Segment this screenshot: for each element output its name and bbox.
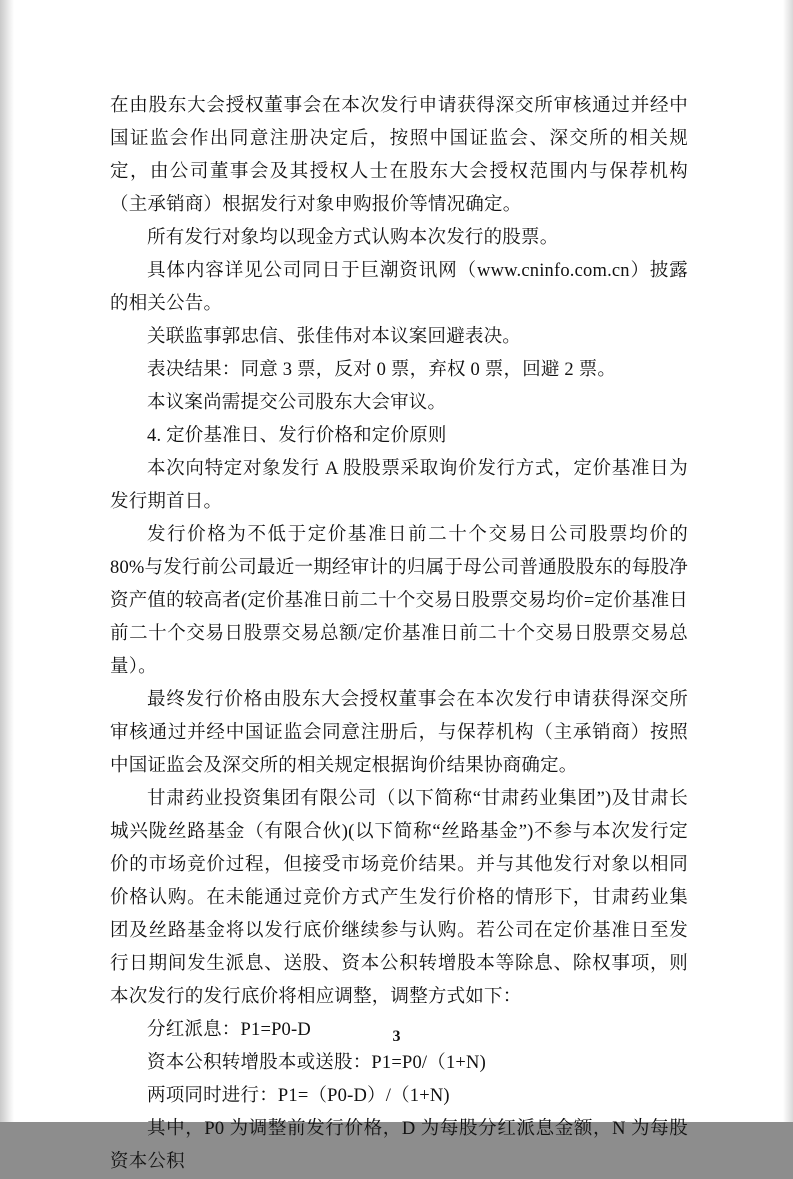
paragraph-vote-result: 表决结果：同意 3 票，反对 0 票，弃权 0 票，回避 2 票。 — [147, 360, 617, 380]
page-body — [110, 90, 688, 1179]
paragraph-submit-to-shareholders: 本议案尚需提交公司股东大会审议。 — [147, 393, 447, 413]
paragraph-related-directors-abstain: 关联监事郭忠信、张佳伟对本议案回避表决。 — [147, 327, 522, 347]
formula-dividend: 分红派息：P1=P0-D — [147, 1020, 311, 1040]
formula-both: 两项同时进行：P1=（P0-D）/（1+N) — [147, 1086, 450, 1106]
paragraph-final-price-determination: 最终发行价格由股东大会授权董事会在本次发行申请获得深交所审核通过并经中国证监会同意注册后，与保荐机构（主承销商）按照中国证监会及深交所的相关规定根据询价结果协商确定。 — [110, 690, 688, 776]
paragraph-authorization: 在由股东大会授权董事会在本次发行申请获得深交所审核通过并经中国证监会作出同意注册决定后，按照中国证监会、深交所的相关规定，由公司董事会及其授权人士在股东大会授权范围内与保荐机构（主承销商）根据发行对象申购报价等情况确定。 — [110, 96, 688, 215]
formula-capitalization: 资本公积转增股本或送股：P1=P0/（1+N) — [147, 1053, 486, 1073]
section-heading-pricing: 4. 定价基准日、发行价格和定价原则 — [147, 426, 447, 446]
paragraph-disclosure: 具体内容详见公司同日于巨潮资讯网（www.cninfo.com.cn）披露的相关公告。 — [110, 261, 688, 314]
paragraph-pricing-base-date: 本次向特定对象发行 A 股股票采取询价发行方式，定价基准日为发行期首日。 — [110, 459, 688, 512]
formula-legend: 其中，P0 为调整前发行价格，D 为每股分红派息金额，N 为每股资本公积 — [110, 1119, 688, 1172]
paragraph-gansu-funds-participation: 甘肃药业投资集团有限公司（以下简称“甘肃药业集团”)及甘肃长城兴陇丝路基金（有限合伙)(以下简称“丝路基金”)不参与本次发行定价的市场竞价过程，但接受市场竞价结果。并与其他发行对象以相同价格认购。在未能通过竞价方式产生发行价格的情形下，甘肃药业集团及丝路基金将以发行底价继续参与认购。若公司在定价基准日至发行日期间发生派息、送股、资本公积转增股本等除息、除权事项，则本次发行的发行底价将相应调整，调整方式如下： — [110, 789, 688, 1007]
page-number: 3 — [392, 1028, 401, 1045]
paragraph-issue-price-rule: 发行价格为不低于定价基准日前二十个交易日公司股票均价的 80%与发行前公司最近一期经审计的归属于母公司普通股股东的每股净资产值的较高者(定价基准日前二十个交易日股票交易均价=定价基准日前二十个交易日股票交易总额/定价基准日前二十个交易日股票交易总量）。 — [110, 525, 688, 677]
paragraph-cash-subscription: 所有发行对象均以现金方式认购本次发行的股票。 — [147, 228, 559, 248]
